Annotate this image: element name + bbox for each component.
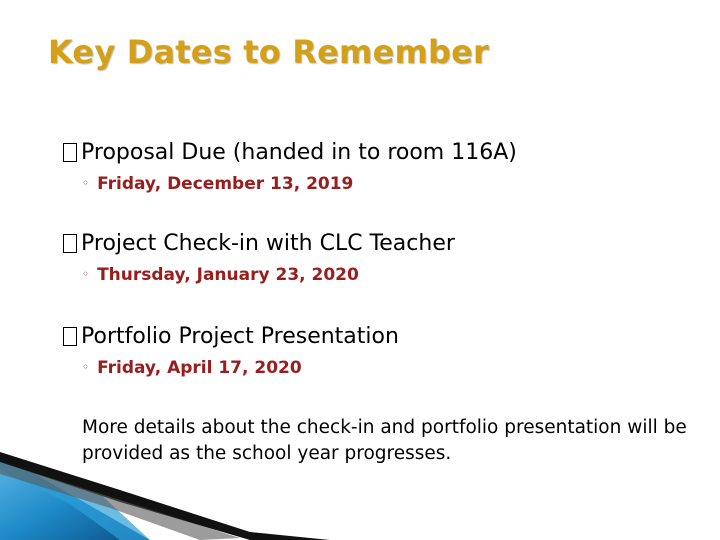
item-date xyxy=(82,174,353,194)
circle-bullet-icon: ◦ xyxy=(82,267,90,281)
item-label: Project Check-in with CLC Teacher xyxy=(81,231,455,256)
item-date-text: Friday, December 13, 2019 xyxy=(97,174,354,194)
item-label: Portfolio Project Presentation xyxy=(81,324,399,349)
corner-decoration xyxy=(0,440,340,540)
key-date-item-portfolio xyxy=(60,324,399,349)
checkbox-bullet-icon xyxy=(63,327,77,346)
item-date-text: Thursday, January 23, 2020 xyxy=(97,265,359,285)
key-date-item-proposal xyxy=(60,140,517,165)
item-label: Proposal Due (handed in to room 116A) xyxy=(81,140,517,165)
item-date xyxy=(82,358,302,378)
checkbox-bullet-icon xyxy=(63,234,77,253)
details-note: More details about the check-in and portfolio presentation will be provided as the school year progresses. xyxy=(82,417,687,464)
key-date-item-checkin xyxy=(60,231,455,256)
circle-bullet-icon: ◦ xyxy=(82,360,90,374)
item-date xyxy=(82,265,359,285)
circle-bullet-icon: ◦ xyxy=(82,176,90,190)
item-date-text: Friday, April 17, 2020 xyxy=(97,358,302,378)
slide-title: Key Dates to Remember xyxy=(48,33,490,71)
checkbox-bullet-icon xyxy=(63,143,77,162)
